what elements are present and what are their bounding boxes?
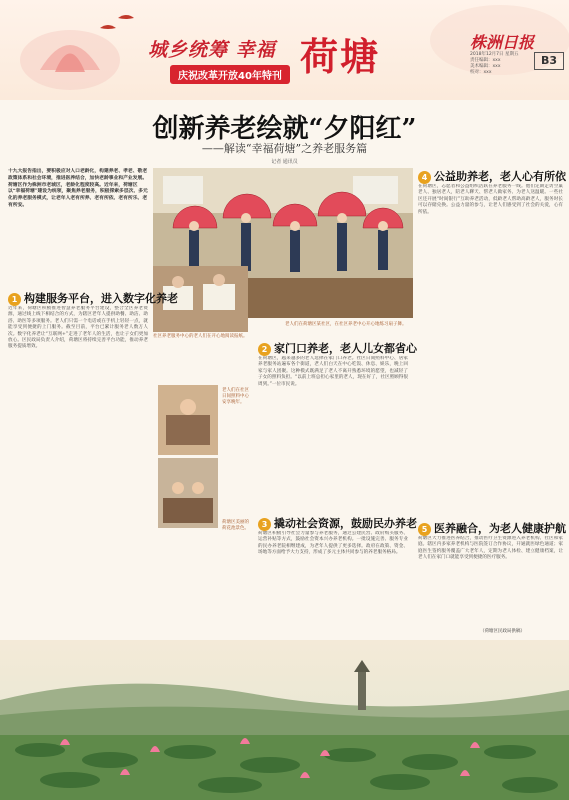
vertical-photo-1 (158, 385, 218, 455)
page-number: B3 (534, 52, 564, 70)
section-2-body: 在荷塘区，越来越多的老人选择在家门口养老。社区日间照料中心、居家养老服务站遍布各个街道，老人们白天在中心吃饭、休息、娱乐，晚上回家与家人团聚。这种模式既满足了老人不离开熟悉环境的愿望，也减轻了子女的照料负担。“以前上班总担心家里的老人，现在好了，社区照顾得很周到。”一位市民说。 (258, 356, 408, 387)
section-1-title (8, 290, 178, 306)
banner-subtitle: 庆祝改革开放40年特刊 (170, 65, 290, 84)
banner-title-big: 荷塘 (300, 34, 381, 79)
section-5-number: 5 (418, 523, 431, 536)
banner-title-left: 城乡统筹 幸福 (148, 39, 276, 61)
lotus-landscape-photo (0, 640, 569, 800)
section-4-number: 4 (418, 171, 431, 184)
banner (0, 0, 569, 100)
section-3-body: 荷塘区积极引导社会力量参与养老服务，通过公建民营、政府购买服务、运营补贴等方式，鼓励社会资本兴办养老机构。一批设施完善、服务专业的民办养老院相继建成，为老年人提供了更多选择。政府在政策、资金、场地等方面给予大力支持，形成了多元主体共同参与的养老服务格局。 (258, 531, 408, 556)
section-1-number: 1 (8, 293, 21, 306)
side-photo-caption: 社区养老服务中心的老人们在开心地阅读报纸。 (153, 334, 248, 339)
edition-meta: 2018年12月7日 星期五 责任编辑：xxx 美术编辑：xxx 校对：xxx (470, 52, 519, 75)
vertical-photo-2 (158, 458, 218, 528)
headline: 创新养老绘就“夕阳红” (152, 114, 417, 144)
activity-photo-icon (158, 458, 218, 528)
section-4-title (418, 168, 566, 184)
section-2-number: 2 (258, 343, 271, 356)
vertical-caption: 老人们在社区日间照料中心安享晚年。 (222, 388, 249, 405)
source-credit: （荷塘区民政局供稿） (480, 629, 525, 634)
lead-paragraph: 十九大报告指出，要积极应对人口老龄化，构建养老、孝老、敬老政策体系和社会环境，推进医养结合，加快老龄事业和产业发展。荷塘区作为株洲市老城区，老龄化程度较高。近年来，荷塘区以“幸福荷塘”建设为统领，聚焦养老服务，积极探索多层次、多元化的养老服务模式，让老年人老有所养、老有所依、老有所乐、老有所安。 (8, 168, 148, 208)
section-3-heading: 撬动社会资源，鼓励民办养老 (274, 517, 417, 530)
section-4-heading: 公益助养老，老人心有所依 (434, 170, 566, 183)
section-3-number: 3 (258, 518, 271, 531)
section-2-heading: 家门口养老，老人儿女都省心 (274, 342, 417, 355)
section-3-title (258, 515, 417, 531)
section-1-body: 近年来，荷塘区积极推进智慧养老服务平台建设，整合全区养老资源，通过线上线下相结合的方式，为辖区老年人提供助餐、助洁、助浴、助医等多项服务。老人们只需一个电话或在手机上轻轻一点，就能享受到便捷的上门服务。截至目前，平台已累计服务老人数万人次。数字化养老让“互联网+”走进了老年人的生活，也让子女们更加放心。区民政局负责人介绍，荷塘区将持续完善平台功能，推动养老服务提质增效。 (8, 306, 148, 350)
byline: 记者 通讯员 (271, 159, 298, 165)
subheadline: ——解读“幸福荷塘”之养老服务篇 (201, 142, 368, 155)
bottom-left-caption: 荷塘区美丽的荷花池景色。 (222, 520, 249, 531)
section-1-heading: 构建服务平台，进入数字化养老 (24, 292, 178, 305)
section-5-body: 荷塘区大力推进医养结合，推动医疗卫生资源进入养老机构、社区和家庭。辖区内多家养老机构与医院签订合作协议，开通就医绿色通道；家庭医生签约服务覆盖广大老年人，定期为老人体检、建立健康档案，让老人们在家门口就能享受到便捷的医疗服务。 (418, 536, 563, 561)
section-2-title (258, 340, 417, 356)
main-photo-caption: 老人们在荷塘区某社区，在社区养老中心开心地练习扇子舞。 (285, 322, 407, 327)
elderly-care-photo-icon (158, 385, 218, 455)
section-4-body: 在荷塘区，志愿者和公益组织活跃在养老服务一线。他们定期走访空巢老人、独居老人，陪老人聊天、帮老人做家务、为老人送温暖。一些社区还开展“时间银行”互助养老活动，低龄老人帮助高龄老人，服务时长可以存储兑换。公益力量的参与，让老人们感受到了社会的关爱，心有所依。 (418, 184, 563, 215)
section-5-heading: 医养融合，为老人健康护航 (434, 522, 566, 535)
section-5-title (418, 520, 566, 536)
lotus-pond-photo-icon (0, 640, 569, 800)
newspaper-logo: 株洲日报 (470, 33, 535, 52)
